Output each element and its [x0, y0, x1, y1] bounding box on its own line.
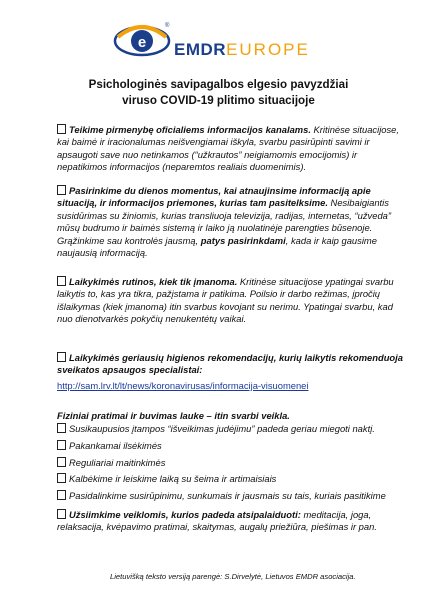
translation-credit: Lietuvišką teksto versiją parengė: S.Dirvelytė, Lietuvos EMDR asociacija. — [110, 572, 356, 581]
relaxation-text: meditacija, joga, relaksacija, kvėpavimo pratimai, skaitymas, augalų priežiūra, piešimas ir pan. — [57, 509, 377, 533]
section-text: Nesibaigiantis susidūrimas su žiniomis, kurias transliuoja televizija, radijas, internetas, “užveda” mūsų budrumo ir baimės sistemą ir laiko ją nuolatinėje parengties būsenoje. Grąžinkime sau kontrolės jausmą, — [57, 197, 391, 246]
list-item: Pakankamai ilsėkimės — [57, 438, 407, 455]
list-item: Susikaupusios įtampos “išveikimas judėjimu” padeda geriau miegoti naktį. — [57, 421, 407, 438]
exercise-heading-text: Fiziniai pratimai ir buvimas lauke – itin svarbi veikla. — [57, 410, 290, 421]
bullet-box-icon — [57, 423, 66, 433]
logo-text — [174, 40, 310, 60]
title-line-1: Psichologinės savipagalbos elgesio pavyzdžiai — [88, 78, 349, 91]
emdr-eye-icon — [112, 19, 172, 59]
health-ministry-link[interactable]: http://sam.lrv.lt/lt/news/koronavirusas/informacija-visuomenei — [57, 380, 309, 391]
section-routine — [57, 276, 407, 326]
bullet-box-icon — [57, 509, 66, 519]
bullet-box-icon — [57, 473, 66, 483]
bullet-box-icon — [57, 124, 66, 134]
section-heading: Laikykimės rutinos, kiek tik įmanoma. — [69, 276, 238, 287]
section-two-moments — [57, 185, 407, 259]
section-hygiene — [57, 352, 407, 377]
exercise-list — [57, 421, 407, 505]
section-text: Kritinėse situacijose, kai baimė ir iracionalumas neišvengiamai iškyla, svarbu pasirūpinti savimi ir apsaugoti save nuo netinkamos (“užkrautos” neigiamomis emocijomis) ir nepatikimos informacijos (neparemtos realiais duomenimis). — [57, 124, 399, 173]
title-line-2: viruso COVID-19 plitimo situacijoje — [122, 94, 315, 107]
bullet-box-icon — [57, 352, 66, 362]
emdr-europe-logo — [112, 19, 322, 59]
section-text-end: , kada ir kaip gausime naujausią informaciją. — [57, 234, 377, 259]
relaxation-item — [57, 509, 407, 534]
list-item: Pasidalinkime susirūpinimu, sunkumais ir jausmais su tais, kuriais pasitikime — [57, 488, 407, 505]
bullet-box-icon — [57, 276, 66, 286]
section-official-channels — [57, 124, 407, 174]
section-heading: Pasirinkime du dienos momentus, kai atnaujinsime informaciją apie situaciją, ir informacijos priemones, kurias tam pasitelksime. — [57, 185, 371, 209]
logo-brand-secondary: EUROPE — [226, 40, 310, 59]
bullet-box-icon — [57, 185, 66, 195]
bullet-box-icon — [57, 440, 66, 450]
section-heading: Teikime pirmenybę oficialiems informacijos kanalams. — [69, 124, 311, 135]
svg-text:e: e — [137, 34, 147, 51]
logo-brand-primary: EMDR — [174, 40, 227, 59]
bullet-box-icon — [57, 457, 66, 467]
bullet-box-icon — [57, 490, 66, 500]
list-item: Reguliariai maitinkimės — [57, 455, 407, 472]
relaxation-heading: Užsiimkime veiklomis, kurios padeda atsipalaiduoti: — [69, 509, 301, 520]
section-text: Kritinėse situacijose ypatingai svarbu laikytis to, kas yra tikra, pažįstama ir patikima. Poilsio ir darbo režimas, įpročių išlaikymas (kiek įmanoma) itin svarbus kovojant su nerimu. Ypatingai svarbu, kad nuo dienotvarkės pokyčių nenukentėtų vaikai. — [57, 276, 394, 325]
section-heading: Laikykimės geriausių higienos rekomendacijų, kurių laikytis rekomenduoja sveikatos apsaugos specialistai: — [57, 352, 403, 376]
section-emphasis: patys pasirinkdami — [198, 234, 286, 246]
list-item: Kalbėkime ir leiskime laiką su šeima ir artimaisiais — [57, 471, 407, 488]
svg-text:®: ® — [165, 23, 170, 29]
